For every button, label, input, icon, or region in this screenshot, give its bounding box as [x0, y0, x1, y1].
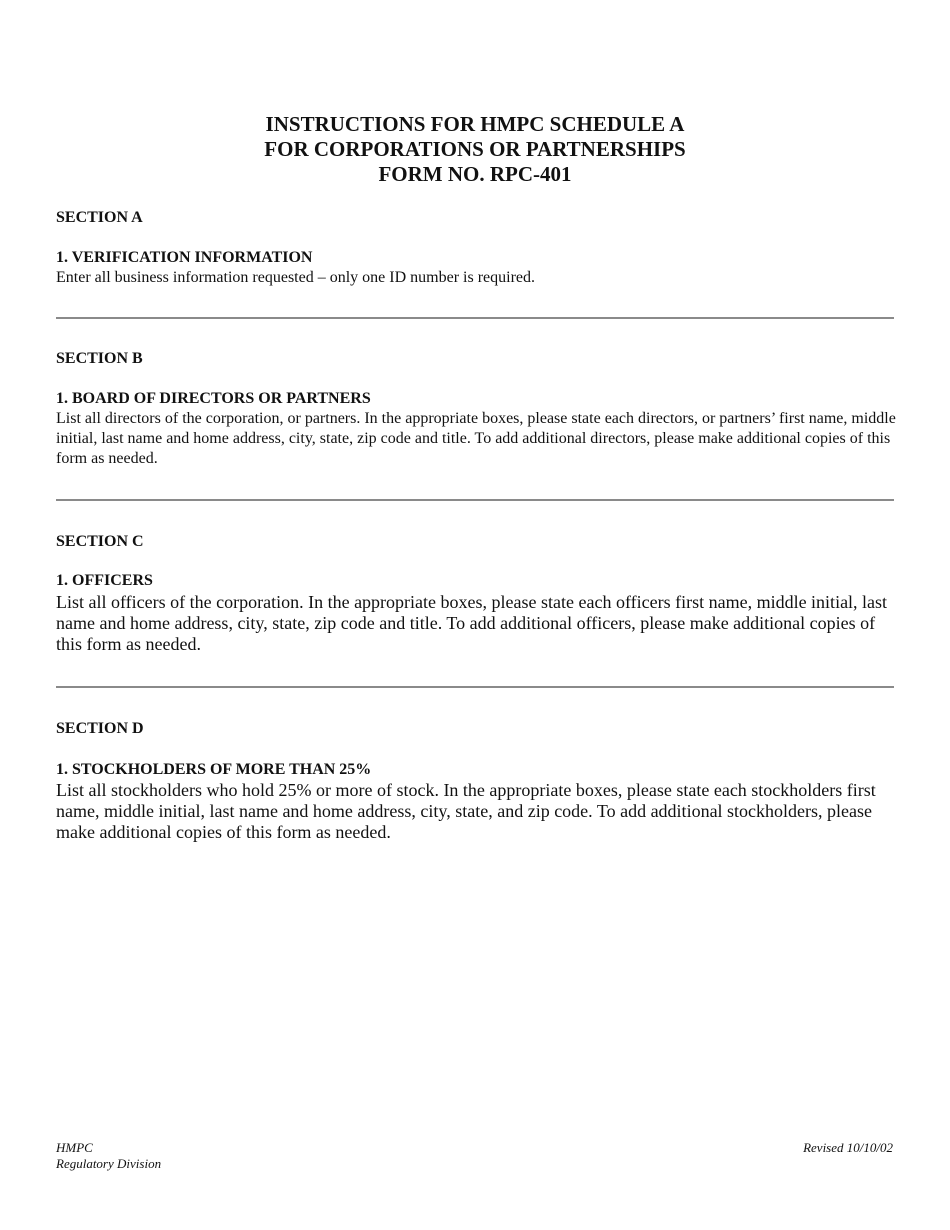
section-a-item-heading: 1. VERIFICATION INFORMATION [56, 249, 313, 266]
section-divider [56, 317, 894, 319]
section-b-body: List all directors of the corporation, or partners. In the appropriate boxes, please state each directors, or partners’ first name, middle initial, last name and home address, city, state, zip code and title. To add additional directors, please make additional copies of this form as needed. [56, 410, 896, 467]
document-title [0, 112, 950, 187]
title-line-2: FOR CORPORATIONS OR PARTNERSHIPS [264, 137, 686, 161]
footer-org: HMPC [56, 1140, 93, 1155]
section-a-heading: SECTION A [56, 209, 143, 226]
footer-right [803, 1140, 893, 1156]
section-d-item-heading: 1. STOCKHOLDERS OF MORE THAN 25% [56, 761, 372, 778]
title-line-3: FORM NO. RPC-401 [378, 162, 572, 186]
section-b-heading: SECTION B [56, 350, 143, 367]
footer-division: Regulatory Division [56, 1156, 162, 1171]
section-c-body: List all officers of the corporation. In the appropriate boxes, please state each officers first name, middle initial, last name and home address, city, state, zip code and title. To add additional officers, please make additional copies of this form as needed. [56, 592, 888, 654]
footer-revised: Revised 10/10/02 [803, 1140, 893, 1155]
section-d-heading: SECTION D [56, 720, 144, 737]
title-line-1: INSTRUCTIONS FOR HMPC SCHEDULE A [265, 112, 685, 136]
section-a-body: Enter all business information requested – only one ID number is required. [56, 269, 535, 286]
section-c-item-heading: 1. OFFICERS [56, 572, 153, 589]
section-divider [56, 499, 894, 501]
section-divider [56, 686, 894, 688]
section-d-body: List all stockholders who hold 25% or more of stock. In the appropriate boxes, please state each stockholders first name, middle initial, last name and home address, city, state, and zip code. To add additional stockholders, please make additional copies of this form as needed. [56, 780, 876, 842]
section-c-heading: SECTION C [56, 533, 144, 550]
section-b-item-heading: 1. BOARD OF DIRECTORS OR PARTNERS [56, 390, 371, 407]
footer-left [56, 1140, 161, 1172]
